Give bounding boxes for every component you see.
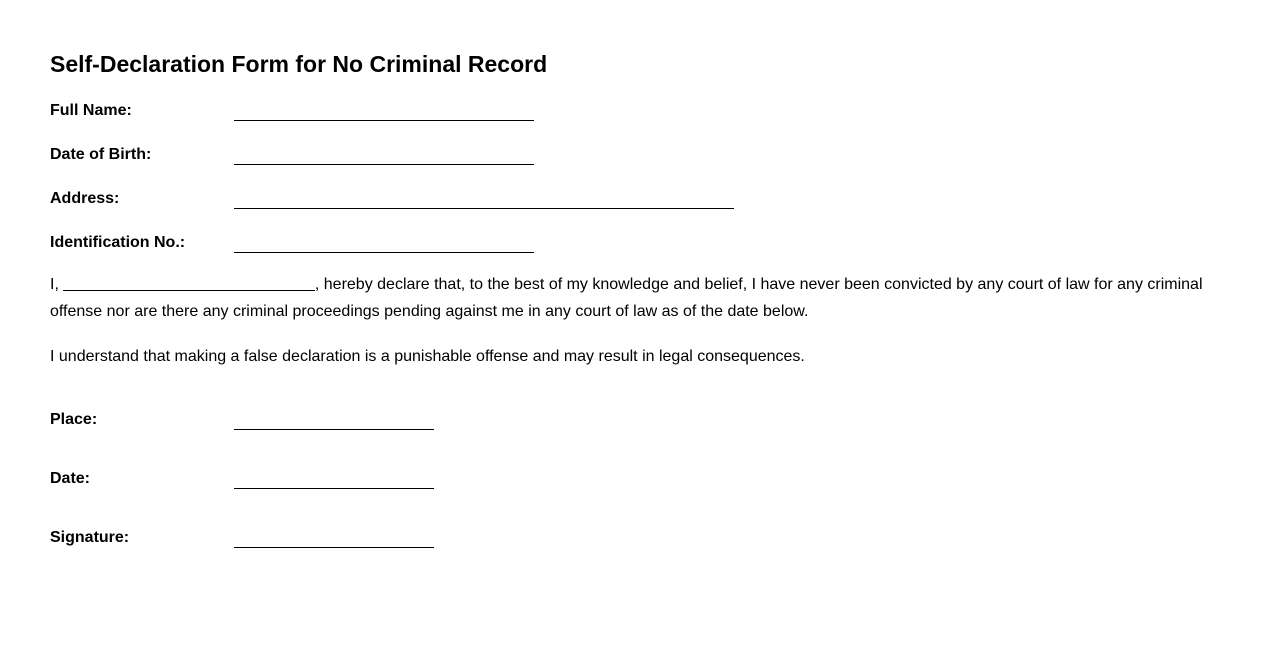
- declaration-paragraph: [50, 271, 1225, 325]
- declaration-text: , hereby declare that, to the best of my knowledge and belief, I have never been convicted by any court of law for any criminal offense nor are there any criminal proceedings pending against me in any court of law as of the date below.: [50, 276, 1203, 320]
- full-name-field[interactable]: [234, 120, 534, 121]
- declarant-name-field[interactable]: [63, 274, 315, 291]
- place-label: Place:: [50, 411, 98, 428]
- identification-no-label: Identification No.:: [50, 234, 186, 251]
- date-field[interactable]: [234, 488, 434, 489]
- date-label: Date:: [50, 470, 91, 487]
- full-name-label: Full Name:: [50, 102, 132, 119]
- declaration-prefix: I,: [50, 276, 59, 293]
- identification-no-field[interactable]: [234, 252, 534, 253]
- date-of-birth-field[interactable]: [234, 164, 534, 165]
- address-label: Address:: [50, 190, 120, 207]
- date-of-birth-label: Date of Birth:: [50, 146, 152, 163]
- signature-label: Signature:: [50, 529, 130, 546]
- form-title: Self-Declaration Form for No Criminal Record: [50, 51, 548, 77]
- understanding-statement: I understand that making a false declaration is a punishable offense and may result in legal consequences.: [50, 348, 805, 365]
- signature-field[interactable]: [234, 547, 434, 548]
- place-field[interactable]: [234, 429, 434, 430]
- address-field[interactable]: [234, 208, 734, 209]
